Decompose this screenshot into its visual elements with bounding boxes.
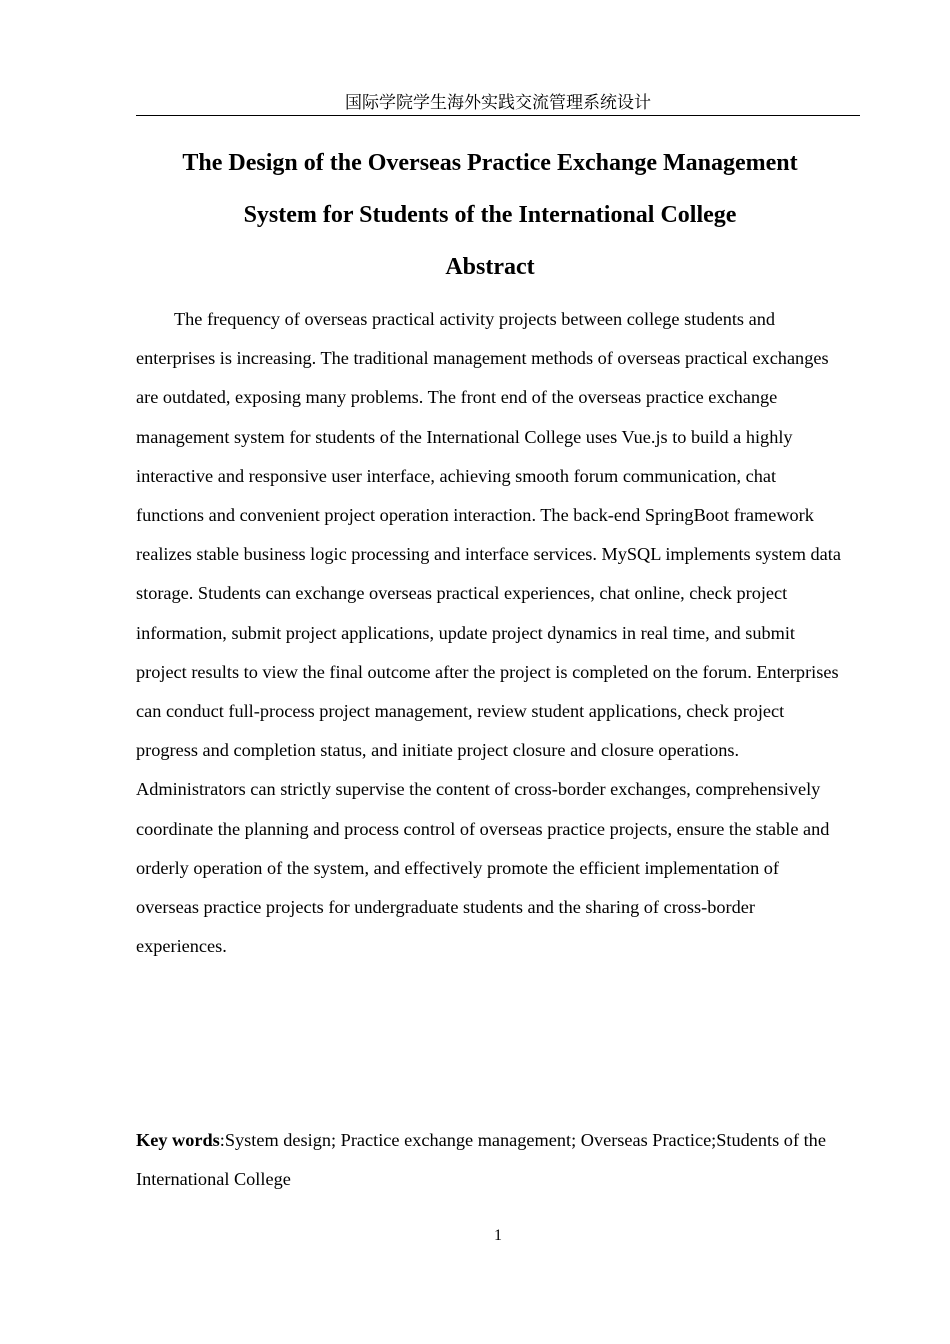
keywords-text: :System design; Practice exchange management; Overseas Practice;Students of the International College <box>136 1130 826 1189</box>
paper-title-line-2: System for Students of the International College <box>243 202 737 228</box>
keywords <box>136 1121 846 1199</box>
header-rule <box>136 115 860 116</box>
abstract-heading: Abstract <box>445 254 535 280</box>
keywords-label: Key words <box>136 1130 220 1150</box>
paper-title-line-1: The Design of the Overseas Practice Exchange Management <box>182 150 798 176</box>
abstract-body: The frequency of overseas practical activity projects between college students and enterprises is increasing. The traditional management methods of overseas practical exchanges are outdated, exposing many problems. The front end of the overseas practice exchange management system for students of the International College uses Vue.js to build a highly interactive and responsive user interface, achieving smooth forum communication, chat functions and convenient project operation interaction. The back-end SpringBoot framework realizes stable business logic processing and interface services. MySQL implements system data storage. Students can exchange overseas practical experiences, chat online, check project information, submit project applications, update project dynamics in real time, and submit project results to view the final outcome after the project is completed on the forum. Enterprises can conduct full-process project management, review student applications, check project progress and completion status, and initiate project closure and closure operations. Administrators can strictly supervise the content of cross-border exchanges, comprehensively coordinate the planning and process control of overseas practice projects, ensure the stable and orderly operation of the system, and effectively promote the efficient implementation of overseas practice projects for undergraduate students and the sharing of cross-border experiences. <box>136 309 841 957</box>
running-header-title: 国际学院学生海外实践交流管理系统设计 <box>345 93 651 113</box>
page-number: 1 <box>494 1227 502 1244</box>
